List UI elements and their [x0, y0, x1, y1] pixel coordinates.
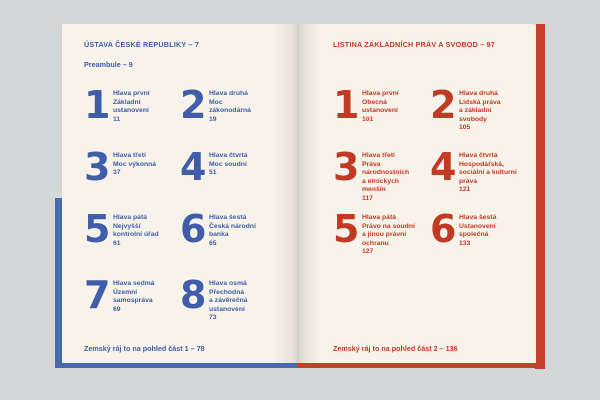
chapter-page: 121: [459, 186, 471, 194]
chapter-number: 1: [84, 83, 111, 127]
left-footer: Zemský ráj to na pohled část 1 – 78: [84, 344, 205, 353]
left-chapter-2: [180, 83, 280, 146]
left-chapter-6: [180, 207, 280, 270]
right-running-head: LISTINA ZÁKLADNÍCH PRÁV A SVOBOD – 97: [333, 40, 495, 49]
chapter-page: 51: [209, 169, 217, 177]
chapter-page: 101: [362, 115, 374, 123]
chapter-page: 69: [113, 305, 121, 313]
chapter-page: 37: [113, 169, 121, 177]
chapter-page: 127: [362, 248, 374, 256]
chapter-title: Hlava druhá Moc zákonodárná 19: [209, 90, 251, 123]
chapter-number: 8: [180, 273, 207, 317]
chapter-page: 11: [113, 115, 121, 123]
right-chapter-3: [333, 145, 433, 208]
chapter-number: 5: [333, 207, 360, 251]
chapter-number: 6: [180, 207, 207, 251]
chapter-title: Hlava osmá Přechodná a závěrečná ustanovení 73: [209, 280, 248, 322]
left-chapter-8: [180, 273, 280, 336]
chapter-title: Hlava pátá Právo na soudní a jinou právní ochranu 127: [362, 214, 415, 256]
left-chapter-3: [84, 145, 184, 208]
chapter-title: Hlava šestá Ustanovení společná 133: [459, 214, 497, 247]
chapter-page: 65: [209, 239, 217, 247]
chapter-page: 105: [459, 124, 471, 132]
chapter-number: 1: [333, 83, 360, 127]
right-chapter-6: [430, 207, 530, 270]
chapter-number: 2: [430, 83, 457, 127]
chapter-number: 3: [84, 145, 111, 189]
left-running-head: ÚSTAVA ČESKÉ REPUBLIKY – 7: [84, 40, 200, 49]
chapter-number: 7: [84, 273, 111, 317]
chapter-title: Hlava sedmá Územní samospráva 69: [113, 280, 155, 313]
chapter-title: Hlava první Základní ustanovení 11: [113, 90, 150, 123]
chapter-page: 133: [459, 239, 471, 247]
right-chapter-5: [333, 207, 433, 270]
left-chapter-5: [84, 207, 184, 270]
chapter-title: Hlava třetí Moc výkonná 37: [113, 152, 157, 177]
right-page: [297, 24, 536, 363]
chapter-number: 4: [180, 145, 207, 189]
left-page: [62, 24, 301, 363]
right-chapter-1: [333, 83, 433, 146]
left-chapter-4: [180, 145, 280, 208]
chapter-page: 117: [362, 194, 373, 202]
chapter-title: Hlava pátá Nejvyšší kontrolní úřad 61: [113, 214, 159, 247]
chapter-page: 73: [209, 314, 217, 322]
chapter-title: Hlava třetí Práva národnostních a etnických menšin 117: [362, 152, 410, 202]
chapter-page: 19: [209, 115, 217, 123]
chapter-title: Hlava první Obecná ustanovení 101: [362, 90, 399, 123]
right-footer: Zemský ráj to na pohled část 2 – 136: [333, 344, 458, 353]
chapter-page: 61: [113, 239, 121, 247]
chapter-title: Hlava čtvrtá Moc soudní 51: [209, 152, 248, 177]
right-chapter-4: [430, 145, 530, 208]
red-cover-edge: [535, 24, 545, 369]
left-chapter-7: [84, 273, 184, 336]
chapter-number: 2: [180, 83, 207, 127]
left-chapter-1: [84, 83, 184, 146]
chapter-title: Hlava druhá Lidská práva a základní svobody 105: [459, 90, 501, 132]
chapter-title: Hlava čtvrtá Hospodářská, sociální a kulturní práva 121: [459, 152, 517, 194]
chapter-number: 5: [84, 207, 111, 251]
chapter-title: Hlava šestá Česká národní banka 65: [209, 214, 256, 247]
chapter-number: 3: [333, 145, 360, 189]
chapter-number: 6: [430, 207, 457, 251]
chapter-number: 4: [430, 145, 457, 189]
preamble-entry: Preambule – 9: [84, 60, 133, 69]
right-chapter-2: [430, 83, 530, 146]
